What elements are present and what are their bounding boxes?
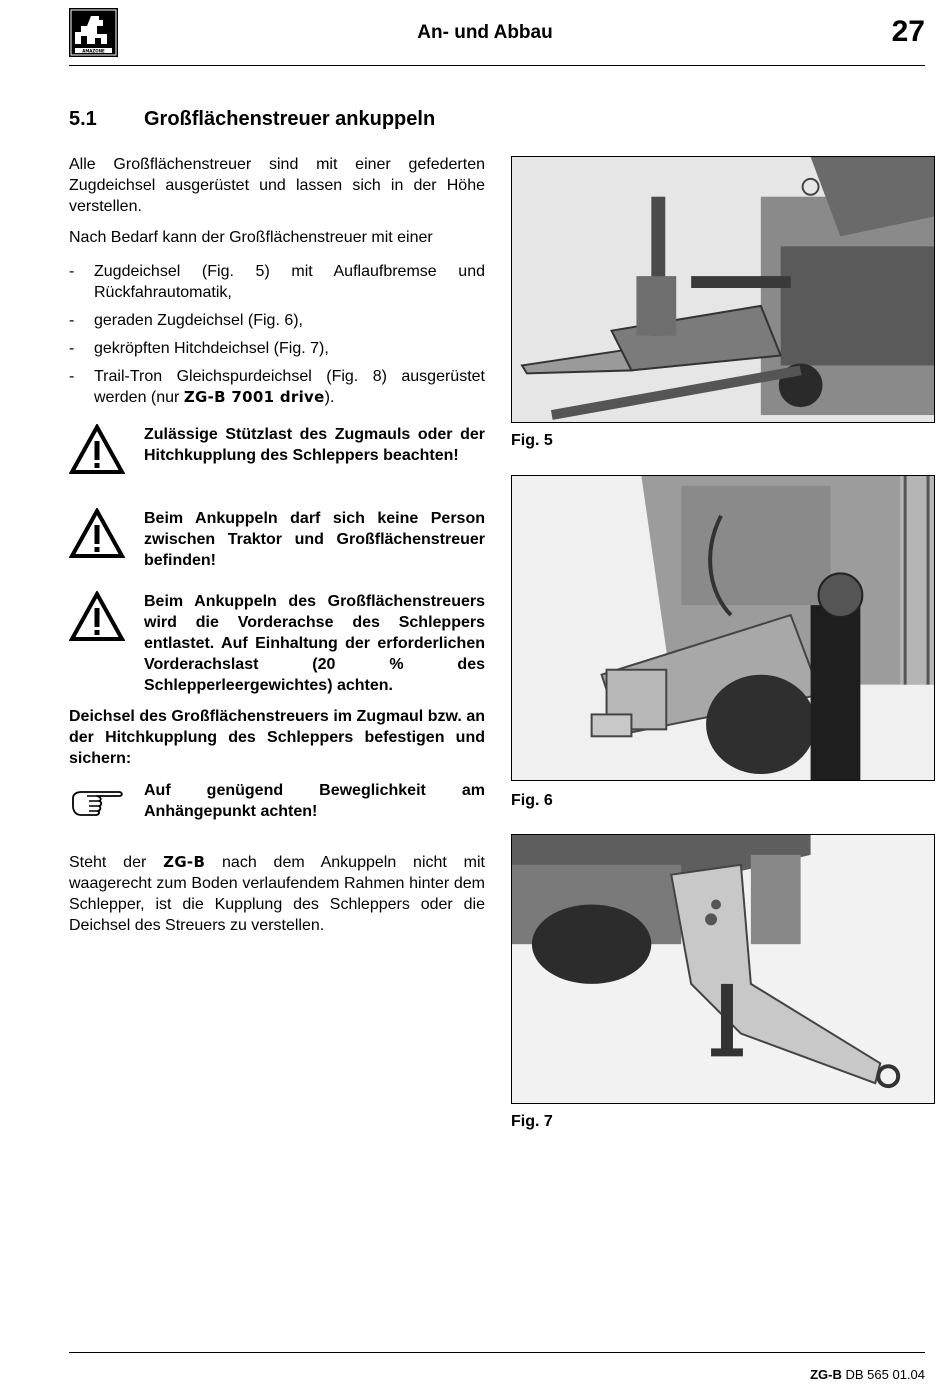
list-item <box>69 338 485 359</box>
figure-6-drawbar-photo <box>511 475 935 781</box>
warning-text: Beim Ankuppeln des Großflächenstreuers wird die Vorderachse des Schleppers entlastet. Auf Einhaltung der erforderlichen Vorderachslast (20 % des Schlepperleergewichtes) achten. <box>144 593 485 694</box>
footer-doc-number: DB 565 01.04 <box>841 1367 925 1382</box>
dash-mark: - <box>69 263 75 280</box>
brand-name: ZG-B <box>163 853 206 871</box>
hint-note <box>69 780 485 824</box>
dash-mark: - <box>69 312 75 329</box>
warning-note <box>69 591 485 697</box>
intro-paragraph: Alle Großflächenstreuer sind mit einer gefederten Zugdeichsel ausgerüstet und lassen sich in der Höhe verstellen. <box>69 156 485 215</box>
figure-6-caption: Fig. 6 <box>511 792 553 809</box>
section-number: 5.1 <box>69 108 97 130</box>
deichsel-options-list <box>69 261 485 415</box>
steht-text-end: nach dem Ankuppeln nicht mit waagerecht zum Boden verlaufendem Rahmen hinter dem Schlepper, ist die Kupplung des Schleppers oder die Deichsel des Streuers zu verstellen. <box>69 854 486 934</box>
warning-triangle-icon <box>69 591 125 643</box>
figure-5-caption: Fig. 5 <box>511 432 553 449</box>
list-item-text: Zugdeichsel (Fig. 5) mit Auflaufbremse und Rückfahrautomatik, <box>94 263 485 301</box>
page-number: 27 <box>891 15 925 48</box>
figure-7-caption: Fig. 7 <box>511 1113 553 1130</box>
warning-note <box>69 508 485 572</box>
section-title <box>69 108 435 131</box>
list-item-text-end: ). <box>324 389 335 406</box>
warning-text: Beim Ankuppeln darf sich keine Person zwischen Traktor und Großflächenstreuer befinden! <box>144 510 485 569</box>
dash-mark: - <box>69 368 75 385</box>
list-item-text: Trail-Tron Gleichspurdeichsel (Fig. 8) ausgerüstet werden (nur <box>94 368 485 406</box>
amazone-logo <box>69 8 118 57</box>
list-item <box>69 366 485 408</box>
list-item-text: gekröpften Hitchdeichsel (Fig. 7), <box>94 340 329 357</box>
brand-name: ZG-B 7001 drive <box>183 388 325 406</box>
figure-5-drawbar-photo <box>511 156 935 423</box>
deichsel-sichern-paragraph: Deichsel des Großflächenstreuers im Zugmaul bzw. an der Hitchkupplung des Schleppers befestigen und sichern: <box>69 708 485 767</box>
list-item <box>69 261 485 303</box>
pointing-hand-icon <box>69 788 125 818</box>
footer-brand: ZG-B <box>810 1367 842 1382</box>
hint-text: Auf genügend Beweglichkeit am Anhängepunkt achten! <box>144 782 485 820</box>
list-item-text: geraden Zugdeichsel (Fig. 6), <box>94 312 303 329</box>
steht-paragraph <box>69 852 485 936</box>
warning-text: Zulässige Stützlast des Zugmauls oder der Hitchkupplung des Schleppers beachten! <box>144 426 485 464</box>
header-title: An- und Abbau <box>417 22 553 43</box>
logo-text: AMAZONE <box>82 48 105 54</box>
list-item <box>69 310 485 331</box>
dash-mark: - <box>69 340 75 357</box>
figure-7-hitch-drawbar-photo <box>511 834 935 1104</box>
section-title-text: Großflächenstreuer ankuppeln <box>144 108 436 130</box>
header-rule <box>69 65 925 66</box>
steht-text-start: Steht der <box>69 854 164 871</box>
footer <box>810 1367 925 1382</box>
warning-triangle-icon <box>69 424 125 476</box>
bedarf-paragraph: Nach Bedarf kann der Großflächenstreuer mit einer <box>69 229 433 246</box>
warning-triangle-icon <box>69 508 125 560</box>
warning-note <box>69 424 485 488</box>
footer-rule <box>69 1352 925 1353</box>
